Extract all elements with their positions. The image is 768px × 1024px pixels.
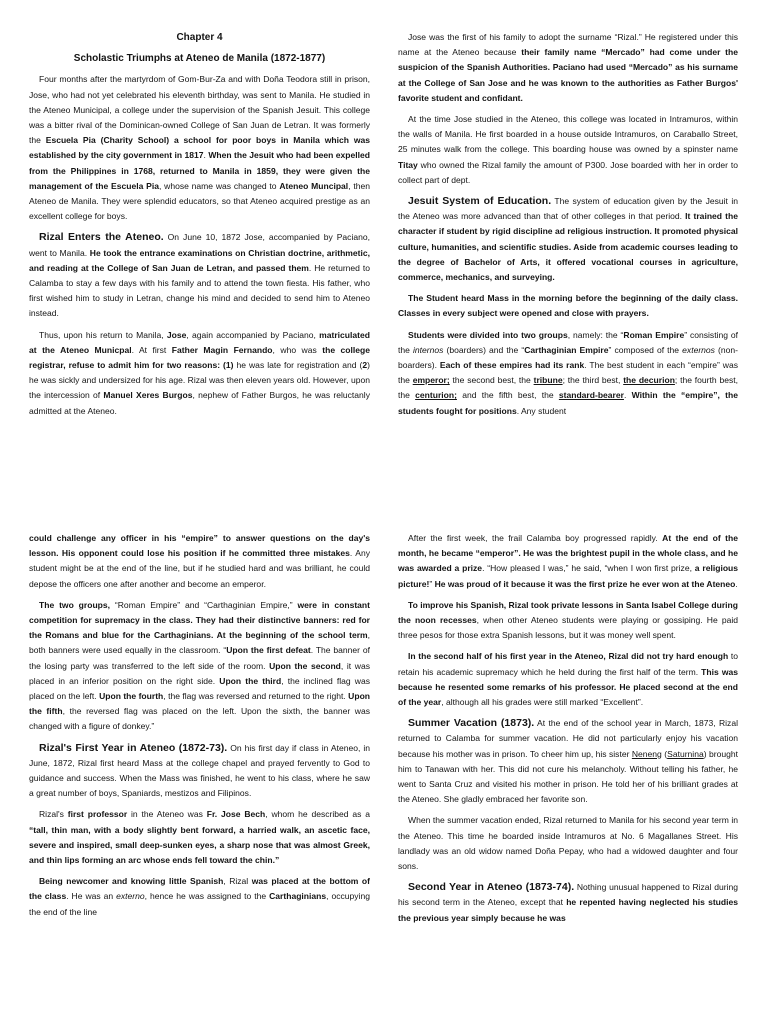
bold-run: Upon the third bbox=[219, 675, 282, 686]
bold-run: The Student heard Mass in the morning before the beginning of the daily class. Classes in every subject were opened and close with prayers. bbox=[398, 293, 738, 319]
paragraph-progress bbox=[398, 531, 738, 592]
italic-run: internos bbox=[412, 344, 444, 355]
text-run: the second best, the bbox=[449, 375, 534, 386]
bold-underlined-run: standard-bearer bbox=[558, 390, 624, 401]
text-run: “Roman Empire” and “Carthaginian Empire,” bbox=[110, 599, 298, 610]
text-run: At the time Jose studied in the Ateneo, this college was located in Intramuros, within the walls of Manila. He first boarded in a house outside Intramuros, on Caraballo Street, 25 minutes walk from the college. This boarding house was owned by a spinster name bbox=[398, 114, 738, 155]
bold-run: their family name “Mercado” had come under the suspicion of the Spanish Authorities. Paciano had used “Mercado” as his surname at the College of San Jose and he was known to the authorities as Father Burgos' favorite student and confidant. bbox=[398, 47, 738, 103]
bold-run: Being newcomer and knowing little Spanish bbox=[39, 876, 224, 887]
text-run: . “How pleased I was,” he said, “when I won first prize, bbox=[482, 563, 695, 574]
bold-run: Ateneo Muncipal bbox=[279, 180, 349, 191]
bold-underlined-run: tribune bbox=[533, 375, 563, 386]
text-run: ” composed of the bbox=[608, 344, 683, 355]
paragraph-rizal-enters bbox=[29, 230, 370, 321]
bold-run: Within the “empire”, the students fought for positions bbox=[398, 390, 738, 416]
paragraph-summer-vacation bbox=[398, 716, 738, 807]
paragraph-mass bbox=[398, 291, 738, 321]
text-run: . He was an bbox=[66, 891, 117, 902]
text-run: . The banner of the losing party was transferred to the left side of the room. bbox=[29, 645, 370, 671]
text-run: , occupying the end of the line bbox=[29, 891, 370, 917]
bold-run: Manuel Xeres Burgos bbox=[103, 390, 193, 401]
chapter-title: Scholastic Triumphs at Ateneo de Manila (1872-1877) bbox=[73, 53, 326, 65]
text-run: , the flag was reversed and returned to the right. bbox=[163, 691, 349, 702]
bold-run: first professor bbox=[67, 809, 128, 820]
bold-run: Upon the second bbox=[269, 660, 341, 671]
paragraph-jesuit-system bbox=[398, 194, 738, 285]
text-run: ( bbox=[661, 748, 668, 759]
text-run: . The best student in each “empire” was the bbox=[398, 360, 738, 386]
text-run: ” bbox=[429, 578, 435, 589]
bold-run: Carthaginians bbox=[269, 891, 327, 902]
bold-underlined-run: centurion; bbox=[415, 390, 457, 401]
column-bottom-right bbox=[398, 531, 738, 981]
bold-run: he repented having neglected his studies the previous year simply because he was bbox=[398, 897, 738, 923]
bold-run: Escuela Pia (Charity School) a school for poor boys in Manila which was established by the city government in 1817 bbox=[29, 135, 370, 161]
bold-run: Upon the fourth bbox=[99, 691, 164, 702]
bold-run: The two groups, bbox=[39, 599, 111, 610]
text-run: . He returned to Calamba to stay a few days with his family and to attend the town fiesta. His father, who first wished him to study in Letran, change his mind and decided to send him to Ateneo instead. bbox=[29, 262, 370, 319]
text-run: ; the fourth best, the bbox=[398, 375, 738, 401]
text-run: and the fifth best, the bbox=[456, 390, 559, 401]
bold-run: “tall, thin man, with a body slightly bent forward, a harried walk, an ascetic face, severe and inspired, small deep-sunken eyes, a sharp nose that was almost Greek, and thin lips forming an arc whose ends fell toward the chin.” bbox=[29, 824, 370, 866]
paragraph-second-half bbox=[398, 649, 738, 710]
text-run: Rizal's bbox=[39, 809, 68, 820]
text-run: , it was placed in an inferior position on the right side. bbox=[29, 660, 370, 686]
text-run: At the end of the school year in March, 1873, Rizal returned to Calamba for summer vacation. He did not particularly enjoy his vacation because his mother was in prison. To cheer him up, his sister bbox=[398, 718, 738, 759]
section-heading: Jesuit System of Education. bbox=[408, 195, 552, 208]
text-run: who owned the Rizal family the amount of P300. Jose boarded with her in order to collect part of dept. bbox=[398, 159, 738, 185]
paragraph-return-manila: When the summer vacation ended, Rizal returned to Manila for his second year term in the Ateneo. This time he boarded inside Intramuros at No. 6 Magallanes Street. His landlady was an old widow named Doña Pepay, who had a widowed daughter and four sons. bbox=[398, 815, 738, 872]
text-run: , then Ateneo de Manila. They were splendid educators, so that Ateneo acquired prestige as an excellent college for boys. bbox=[29, 180, 370, 222]
text-run: (non-boarders). bbox=[398, 344, 738, 371]
text-run: . At first bbox=[131, 344, 172, 355]
column-bottom-left bbox=[29, 531, 370, 991]
bold-run: Fr. Jose Bech bbox=[206, 809, 266, 820]
text-run: , again accompanied by Paciano, bbox=[186, 329, 320, 340]
text-run: ” consisting of the bbox=[398, 329, 738, 355]
paragraph-intro bbox=[29, 72, 370, 224]
text-run: , whom he described as a bbox=[265, 809, 370, 820]
text-run: in the Ateneo was bbox=[127, 809, 207, 820]
bold-run: He was proud of it because it was the first prize he ever won at the Ateneo bbox=[434, 578, 736, 589]
paragraph-surname bbox=[398, 30, 738, 106]
bold-run: could challenge any officer in his “empire” to answer questions on the day's lesson. His opponent could lose his position if he committed three mistakes bbox=[29, 533, 370, 559]
bold-run: He took the entrance examinations on Christian doctrine, arithmetic, and reading at the College of San Juan de Letran, and passed them bbox=[29, 247, 370, 273]
bold-run: At the end of the month, he became “emperor”. He was the brightest pupil in the whole class, and he was awarded a prize bbox=[398, 533, 738, 574]
text-run: ) he was sickly and undersized for his age. Rizal was then eleven years old. However, upon the intercession of bbox=[29, 360, 370, 401]
text-run: , although all his grades were still marked “Excellent”. bbox=[441, 697, 644, 708]
text-run: After the first week, the frail Calamba boy progressed rapidly. bbox=[408, 533, 663, 543]
paragraph-matriculation bbox=[29, 328, 370, 419]
paragraph-challenge bbox=[29, 531, 370, 592]
chapter-label: Chapter 4 bbox=[176, 32, 223, 43]
paragraph-banners bbox=[29, 598, 370, 735]
paragraph-first-professor bbox=[29, 807, 370, 868]
text-run: Jose was the first of his family to adopt the surname “Rizal.” He registered under this name at the Ateneo because bbox=[398, 32, 738, 58]
italic-run: externos bbox=[682, 344, 715, 355]
bold-run: It trained the character if student by rigid discipline ad religious instruction. It promoted physical culture, humanities, and scientific studies. Aside from academic courses leading to the degree of Bachelor of Arts, it offered vocational courses in agriculture, commerce, mechanics, and surveying. bbox=[398, 211, 738, 283]
text-run: . Any student bbox=[516, 405, 567, 416]
bold-run: Roman Empire bbox=[623, 329, 685, 340]
text-run: , namely: the “ bbox=[567, 329, 624, 340]
text-run: The system of education given by the Jesuit in the Ateneo was more advanced than that of other colleges in that period. bbox=[398, 196, 738, 222]
text-run: Four months after the martyrdom of Gom-Bur-Za and with Doña Teodora still in prison, Jose, who had not yet celebrated his eleventh birthday, was sent to Manila. He studied in the Ateneo Municipal, a college under the supervision of the Spanish Jesuit. This college was a bitter rival of the Dominican-owned College of San Juan de Letran. It was formerly the bbox=[29, 74, 370, 146]
section-heading: Rizal Enters the Ateneo. bbox=[39, 231, 164, 244]
text-run: to retain his academic supremacy which he held during the first half of the term. bbox=[398, 651, 738, 677]
bold-run: was placed at the bottom of the class bbox=[29, 876, 370, 902]
bold-run: Upon the fifth bbox=[29, 691, 370, 717]
text-run: , the reversed flag was placed on the left. Upon the sixth, the banner was changed with a figure of donkey.” bbox=[29, 706, 370, 732]
bold-run: In the second half of his first year in the Ateneo, Rizal did not try hard enough bbox=[408, 651, 729, 662]
bold-run: When the Jesuit who had been expelled from the Philippines in 1768, returned to Manila in 1859, they were given the management of the Escuela Pia bbox=[29, 150, 370, 191]
text-run: . bbox=[203, 150, 209, 161]
bold-underlined-run: emperor; bbox=[412, 375, 450, 386]
bold-underlined-run: the decurion bbox=[623, 375, 675, 386]
bold-run: Each of these empires had its rank bbox=[439, 360, 585, 371]
bold-run: 2 bbox=[362, 360, 368, 371]
italic-run: externo bbox=[116, 891, 145, 902]
text-run: Thus, upon his return to Manila, bbox=[39, 329, 167, 340]
column-top-left bbox=[29, 30, 370, 470]
bold-run: Upon the first defeat bbox=[226, 645, 311, 656]
text-run: . bbox=[623, 390, 632, 401]
bold-run: Carthaginian Empire bbox=[524, 344, 609, 355]
text-run: . Any student might be at the end of the line, but if he studied hard and was brilliant, he could depose the officers one after another and become an emperor. bbox=[29, 548, 370, 589]
paragraph-second-year bbox=[398, 880, 738, 926]
text-run: On June 10, 1872 Jose, accompanied by Paciano, went to Manila. bbox=[29, 232, 370, 258]
bold-run: a religious picture! bbox=[398, 563, 738, 589]
paragraph-boarding bbox=[398, 112, 738, 188]
text-run: ) brought him to Tanawan with her. This did not cure his melancholy. Without telling his father, he went to Santa Cruz and visited his mother in prison. He told her of his brilliant grades at the Ateneo. She gladly embraced her favorite son. bbox=[398, 748, 738, 805]
text-run: , Rizal bbox=[223, 876, 252, 887]
paragraph-spanish-lessons bbox=[398, 598, 738, 644]
underlined-run: Saturnina bbox=[667, 748, 704, 759]
column-top-right bbox=[398, 30, 738, 480]
text-run: (boarders) and the “ bbox=[443, 344, 525, 355]
text-run: . bbox=[735, 578, 738, 589]
text-run: Nothing unusual happened to Rizal during his second term in the Ateneo, except that bbox=[398, 882, 738, 908]
text-run: , whose name was changed to bbox=[158, 180, 280, 191]
underlined-run: Neneng bbox=[631, 748, 662, 759]
bold-run: This was because he resented some remarks of his professor. He placed second at the end of the year bbox=[398, 666, 738, 708]
paragraph-first-year bbox=[29, 741, 370, 802]
section-heading: Summer Vacation (1873). bbox=[408, 717, 535, 730]
bold-run: Students were divided into two groups bbox=[408, 329, 568, 340]
text-run: he was late for registration and ( bbox=[233, 360, 363, 371]
text-run: , hence he was assigned to the bbox=[144, 891, 270, 902]
bold-run: Titay bbox=[398, 159, 418, 170]
section-heading: Second Year in Ateneo (1873-74). bbox=[408, 881, 575, 894]
bold-run: Father Magin Fernando bbox=[171, 344, 273, 355]
text-run: On his first day if class in Ateneo, in June, 1872, Rizal first heard Mass at the college chapel and prayed fervently to God to guidance and success. When the Mass was finished, he went to his class, where he saw a great number of boys, Spaniards, mestizos and Filipinos. bbox=[29, 742, 370, 799]
section-heading: Rizal's First Year in Ateneo (1872-73). bbox=[39, 741, 228, 754]
bold-run: were in constant competition for supremacy in the class. They had their distinctive banners: red for the Romans and blue for the Carthaginians. At the beginning of the school term bbox=[29, 599, 370, 641]
text-run: , when other Ateneo students were playing or gossiping. He paid three pesos for those extra Spanish lessons, but it was money well spent. bbox=[398, 615, 738, 641]
paragraph-empires bbox=[398, 328, 738, 419]
text-run: , both banners were used equally in the classroom. “ bbox=[29, 630, 370, 656]
text-run: , who was bbox=[272, 344, 323, 355]
bold-run: matriculated at the Ateneo Municpal bbox=[29, 329, 370, 355]
bold-run: To improve his Spanish, Rizal took private lessons in Santa Isabel College during the noon recesses bbox=[398, 599, 738, 626]
text-run: ; the third best, bbox=[562, 375, 624, 386]
text-run: , the inclined flag was placed on the left. bbox=[29, 675, 370, 702]
paragraph-newcomer bbox=[29, 874, 370, 920]
bold-run: the college registrar, refuse to admit him for two reasons: (1) bbox=[29, 344, 370, 371]
bold-run: Jose bbox=[166, 329, 187, 340]
text-run: , nephew of Father Burgos, he was reluctanly admitted at the Ateneo. bbox=[29, 390, 370, 416]
